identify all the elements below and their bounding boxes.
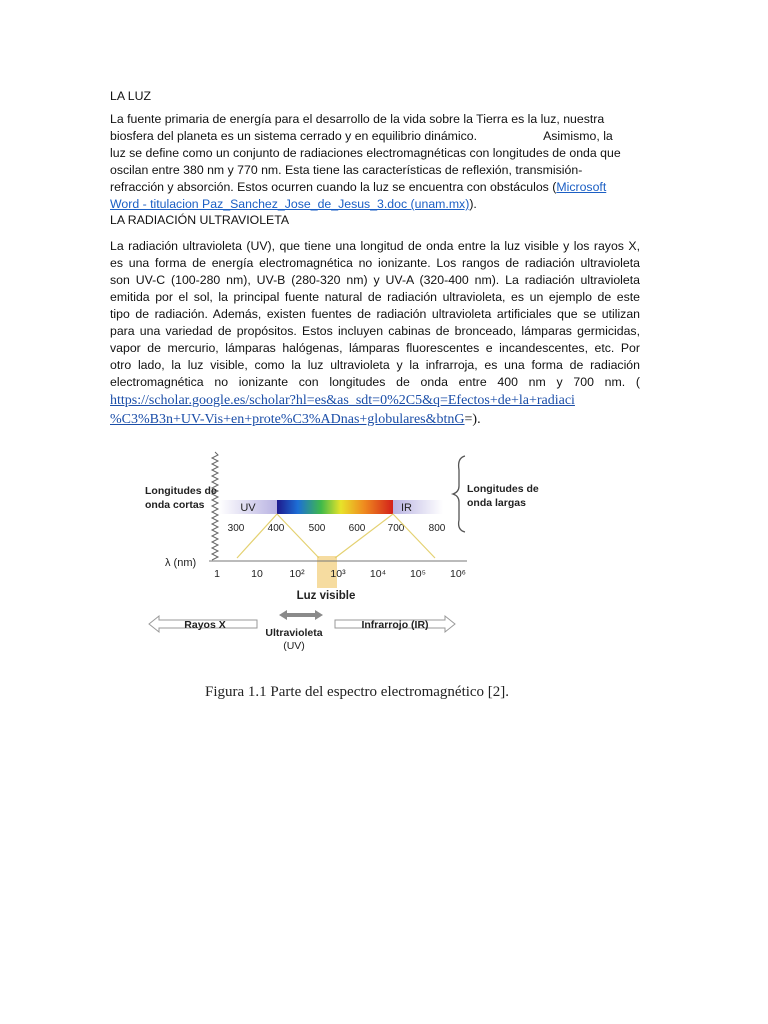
log-ticks	[214, 568, 466, 580]
text-line: es una forma de energía electromagnética no ionizante. Los rangos de radiación ultravioleta	[110, 256, 640, 270]
long-waves-label-1: Longitudes de	[467, 483, 539, 495]
ultravioleta-label: Ultravioleta	[265, 627, 323, 639]
tick-300: 300	[227, 523, 245, 534]
text-line: emitida por el sol, la principal fuente natural de radiación ultravioleta, es un ejemplo de este	[110, 290, 640, 304]
short-wave-squiggle	[212, 452, 218, 560]
heading-radiacion-uv: LA RADIACIÓN ULTRAVIOLETA	[110, 213, 290, 227]
lambda-label: λ (nm)	[165, 557, 197, 569]
scholar-link-line1[interactable]: https://scholar.google.es/scholar?hl=es&as_sdt=0%2C5&q=Efectos+de+la+radiaci	[110, 393, 575, 408]
tick-800: 800	[428, 523, 446, 534]
text-line	[110, 391, 640, 410]
text-line: La fuente primaria de energía para el desarrollo de la vida sobre la Tierra es la luz, nuestra	[110, 112, 605, 126]
long-wave-brace	[453, 456, 465, 532]
visible-spectrum-band	[277, 500, 393, 514]
projection-lines	[237, 514, 435, 558]
uv-arrow-right	[295, 610, 323, 620]
source-link-part2[interactable]: Word - titulacion Paz_Sanchez_Jose_de_Jesus_3.doc (unam.mx)	[110, 197, 470, 211]
text-line: %C3%B3n+UV-Vis+en+prote%C3%ADnas+globulares&btnG=).	[110, 412, 481, 427]
tick-500: 500	[308, 523, 326, 534]
text-line: vapor de mercurio, lámparas halógenas, lámparas fluorescentes e incandescentes, etc. Por	[110, 341, 640, 355]
paragraph-radiacion-uv	[110, 238, 640, 429]
tick-10: 10	[251, 568, 263, 580]
spectrum-figure	[145, 446, 539, 658]
heading-la-luz: LA LUZ	[110, 89, 152, 103]
short-waves-label-2: onda cortas	[145, 499, 205, 511]
text-line: refracción y absorción. Estos ocurren cuando la luz se encuentra con obstáculos (Microsoft	[110, 180, 607, 194]
tick-700: 700	[387, 523, 405, 534]
infrarrojo-label: Infrarrojo (IR)	[361, 619, 429, 631]
text-line: luz se define como un conjunto de radiaciones electromagnéticas con longitudes de onda que	[110, 146, 621, 160]
text-line: biosfera del planeta es un sistema cerrado y en equilibrio dinámico. Asimismo, la	[110, 129, 613, 143]
uv-abbrev-label: (UV)	[283, 640, 305, 652]
scholar-link-line2[interactable]: %C3%B3n+UV-Vis+en+prote%C3%ADnas+globulares&btnG	[110, 412, 465, 427]
tick-10-5: 10⁵	[409, 568, 427, 580]
text-line: tipo de radiación. Además, existen fuentes de radiación ultravioleta artificiales que se utilizan	[110, 307, 640, 321]
text-line: son UV-C (100-280 nm), UV-B (280-320 nm) y UV-A (320-400 nm). La radiación ultravioleta	[110, 273, 640, 287]
text-line: otro lado, la luz visible, como la luz ultravioleta y la infrarroja, es una forma de radiación	[110, 358, 640, 372]
source-link-part1[interactable]: Microsoft	[556, 180, 607, 194]
short-waves-label-1: Longitudes de	[145, 485, 217, 497]
text-line: La radiación ultravioleta (UV), que tiene una longitud de onda entre la luz visible y los rayos X,	[110, 239, 640, 253]
text-line: para una variedad de propósitos. Estos incluyen cabinas de bronceado, lámparas germicidas,	[110, 324, 640, 338]
ir-band-label: IR	[401, 502, 412, 514]
tick-1: 1	[214, 568, 220, 580]
tick-400: 400	[267, 523, 285, 534]
tick-10-4: 10⁴	[369, 568, 387, 580]
tick-10-6: 10⁶	[449, 568, 467, 580]
rayos-x-label: Rayos X	[184, 619, 226, 631]
luz-visible-label: Luz visible	[296, 590, 356, 602]
tick-10-3: 10³	[330, 568, 346, 580]
text-line: oscilan entre 380 nm y 770 nm. Esta tiene las características de reflexión, transmisión-	[110, 163, 583, 177]
tick-600: 600	[348, 523, 366, 534]
uv-band-label: UV	[240, 502, 256, 514]
text-line: Word - titulacion Paz_Sanchez_Jose_de_Jesus_3.doc (unam.mx)).	[110, 197, 477, 211]
paragraph-la-luz	[110, 111, 640, 213]
tick-10-2: 10²	[289, 568, 305, 580]
text-line: electromagnética no ionizante con longitudes de onda entre 400 nm y 700 nm. (	[110, 375, 640, 389]
figure-caption: Figura 1.1 Parte del espectro electromagnético [2].	[205, 684, 510, 700]
long-waves-label-2: onda largas	[467, 497, 526, 509]
